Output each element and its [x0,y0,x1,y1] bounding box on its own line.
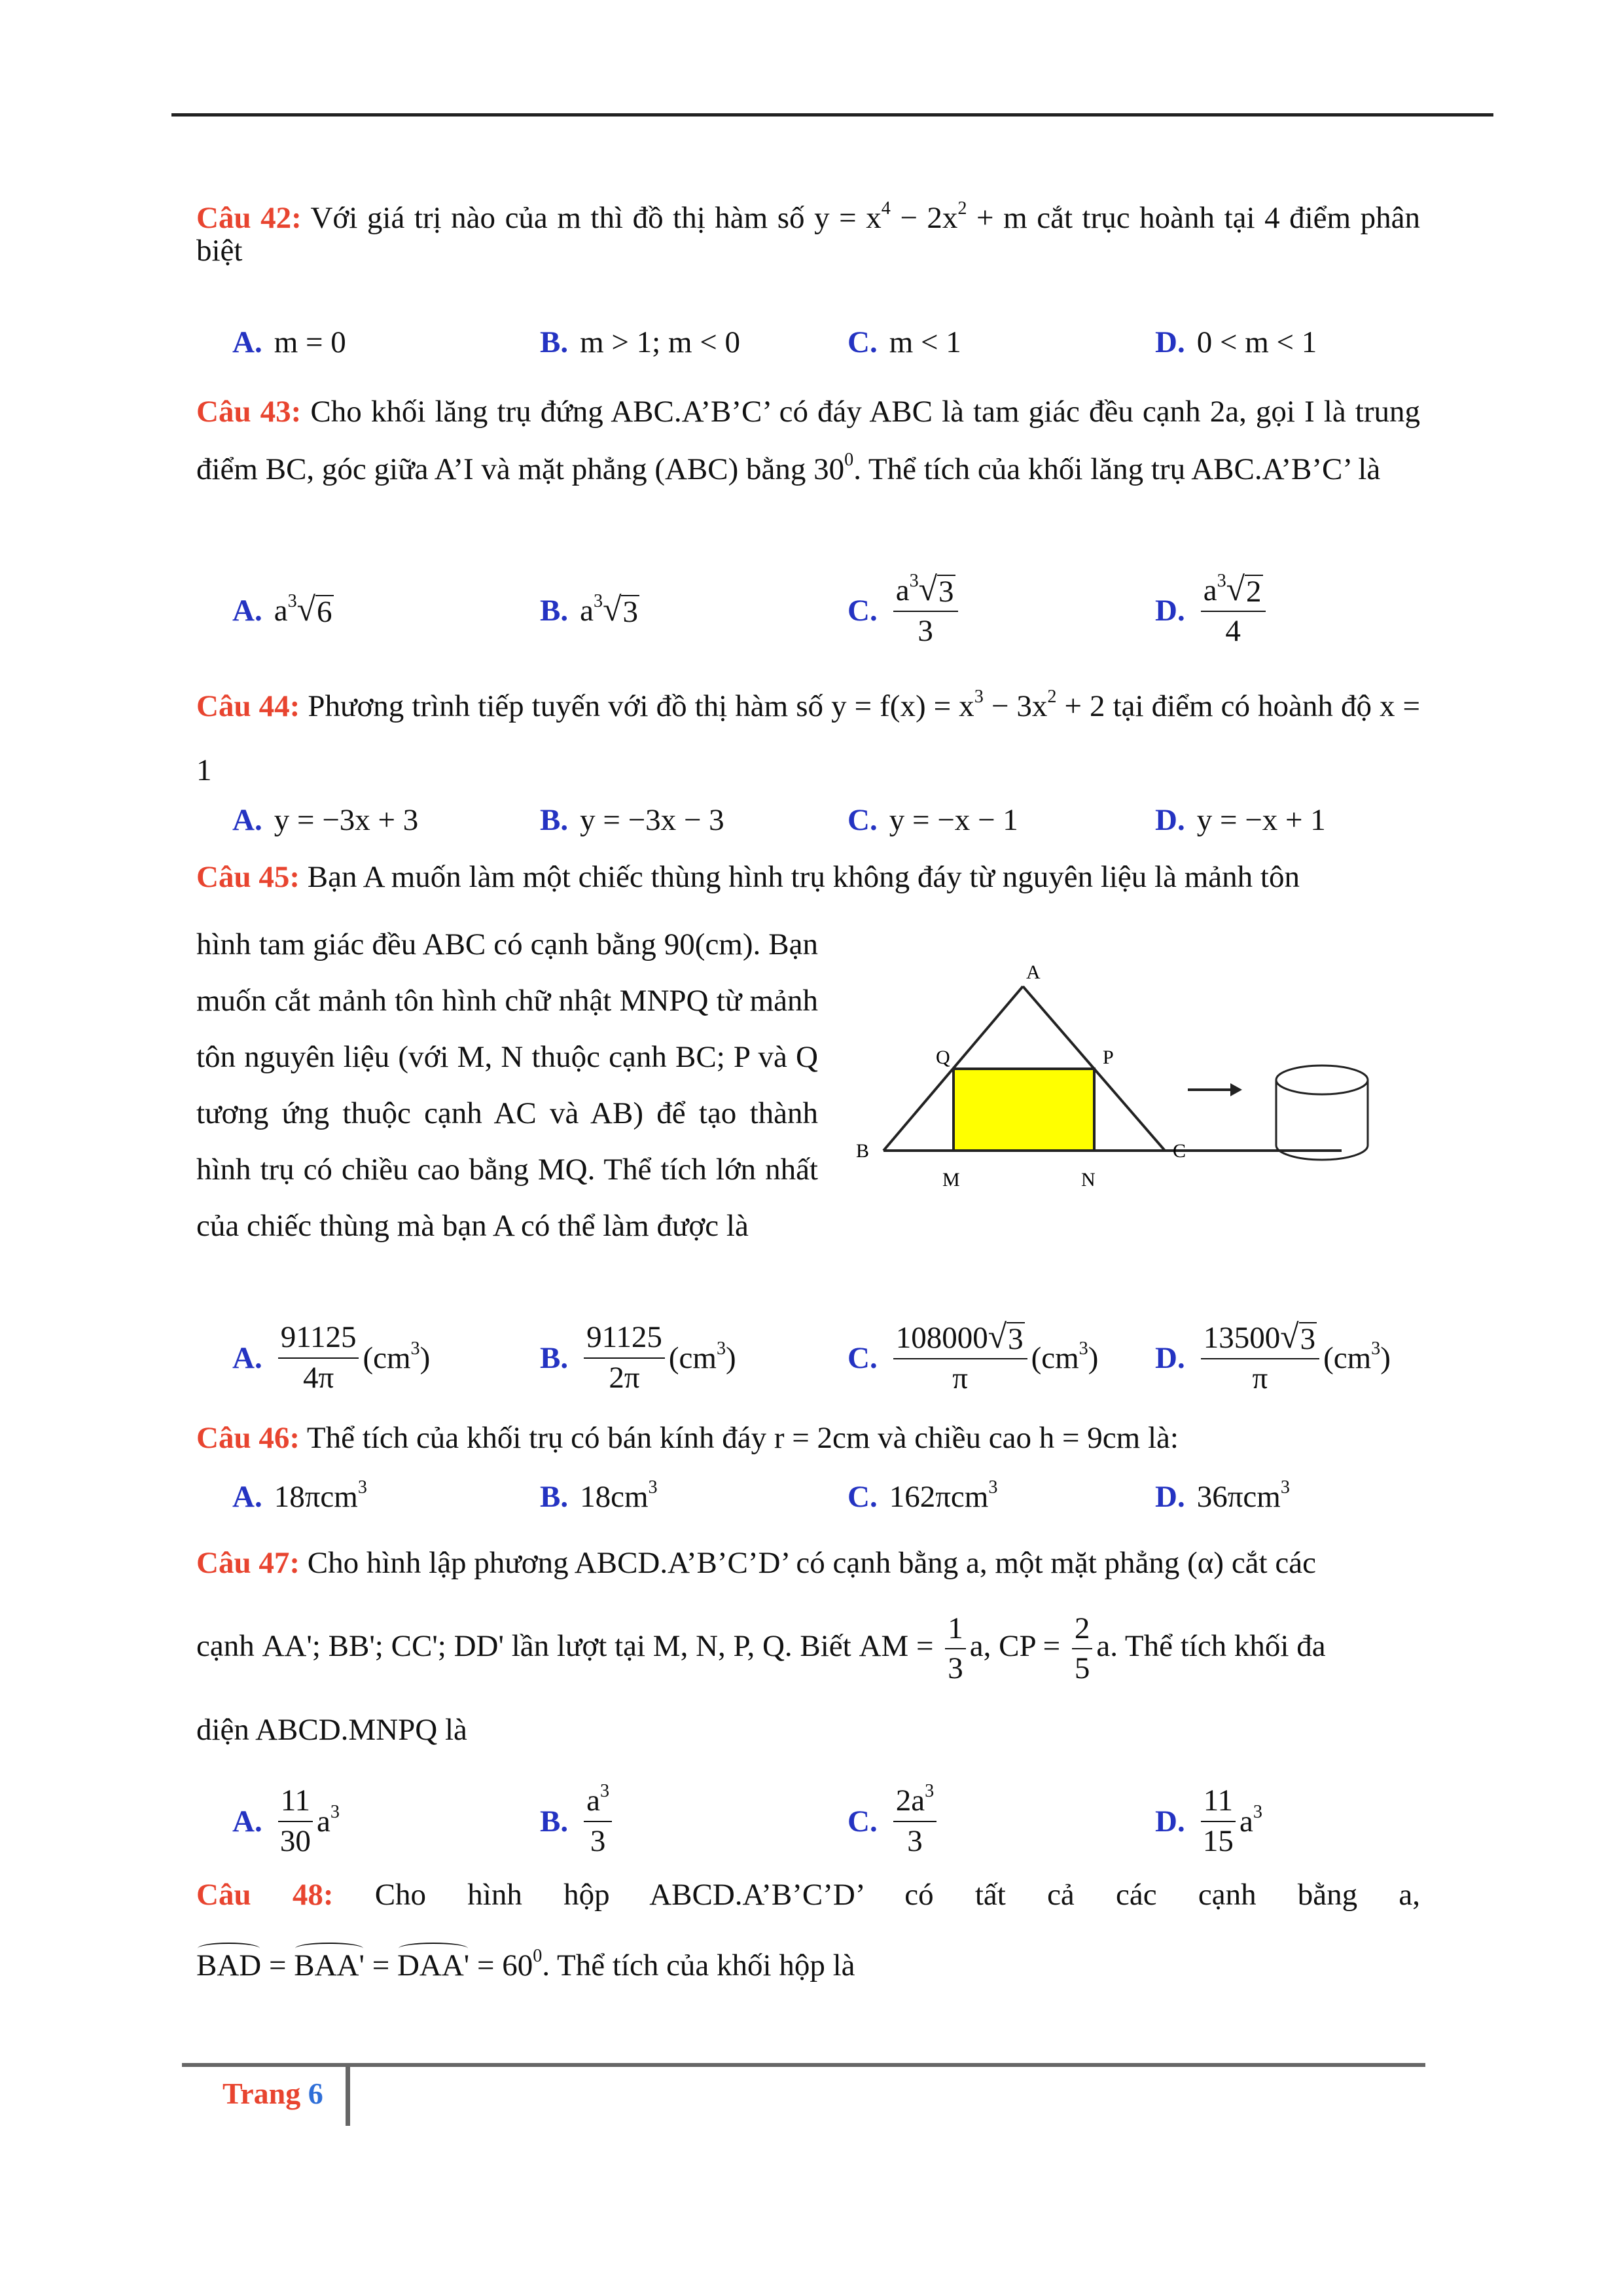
option-c[interactable]: C. m < 1 [847,325,961,359]
footer-label: Trang [223,2077,301,2110]
question-text: cắt các [1231,1546,1316,1580]
options-47 [232,1779,1430,1864]
footer-rule [182,2063,1425,2067]
question-48-line2 [196,1944,1420,1982]
math-edges: AA'; BB'; CC'; DD' [262,1629,504,1663]
rectangle-mnpq [954,1069,1094,1151]
option-c[interactable]: C. 162πcm$^3$ [847,1477,998,1514]
question-text: lần lượt tại M, N, P, Q. Biết [511,1629,851,1663]
question-43 [196,383,1420,498]
question-45-body [196,916,818,1254]
page-footer [223,2076,323,2111]
options-44 [232,784,1430,856]
math-alpha: (α) [1187,1546,1224,1580]
question-42 [196,198,1421,268]
question-45 [196,861,1420,893]
options-42 [232,306,1430,378]
option-d[interactable]: D. 0 < m < 1 [1155,325,1317,359]
option-a[interactable]: A. $a^3$ √ 6 [232,590,332,629]
question-text: cắt trục hoành tại 4 điểm phân biệt [196,201,1421,268]
question-text: diện ABCD.MNPQ là [196,1713,467,1747]
question-text: cạnh [196,1629,255,1663]
options-45 [232,1316,1430,1401]
options-46 [232,1464,1430,1530]
question-text: Bạn A muốn làm một chiếc thùng hình trụ không đáy từ nguyên liệu là mảnh tôn [307,860,1300,894]
option-c[interactable]: C. 108000 √ 3 π $(cm^3)$ [847,1318,1099,1396]
question-label: Câu 46: [196,1421,300,1455]
option-a[interactable]: A. 18πcm$^3$ [232,1477,367,1514]
label-p: P [1103,1047,1114,1068]
top-rule [171,113,1493,117]
math-function: $y = f(x) = x^3 - 3x^2 + 2$ [831,686,1105,723]
question-text: tại điểm có hoành độ [1113,689,1372,723]
question-text: hình tam giác đều ABC có cạnh bằng 90(cm). Bạn muốn cắt mảnh tôn hình chữ nhật MNPQ từ mảnh tôn nguyên liệu (với M, N thuộc cạnh BC; P và Q tương ứng thuộc cạnh AC và AB) để tạo thành hình trụ có chiều cao bằng MQ. Thể tích lớn nhất của chiếc thùng mà bạn A có thể làm được là [196,927,818,1243]
cylinder-icon [1276,1066,1368,1160]
question-47-line2 [196,1610,1420,1686]
math-x: x = 1 [196,689,1421,787]
options-43 [232,568,1430,653]
question-text: . Thể tích của khối hộp là [542,1948,855,1982]
option-c[interactable]: C. y = −x − 1 [847,803,1018,837]
option-a[interactable]: A. y = −3x + 3 [232,803,419,837]
option-c[interactable]: C. $\frac{2a^3}{3}$ [847,1779,940,1864]
footer-divider [346,2067,350,2126]
question-text: và chiều cao [878,1421,1032,1455]
option-b[interactable]: B. $18cm^3$ [540,1477,658,1514]
option-d[interactable]: D. 13500 √ 3 π $(cm^3)$ [1155,1318,1391,1396]
option-b[interactable]: B. $\frac{91125}{2\pi}$ $(cm^3)$ [540,1320,736,1395]
question-text: Cho hình hộp ABCD.A’B’C’D’ có tất cả các cạnh bằng a, [374,1878,1421,1912]
question-text: . Thể tích khối đa [1110,1629,1326,1663]
question-text: Cho hình lập phương ABCD.A’B’C’D’ có cạnh bằng a, một mặt phẳng [307,1546,1180,1580]
option-b[interactable]: B. y = −3x − 3 [540,803,724,837]
option-d[interactable]: D. y = −x + 1 [1155,803,1326,837]
question-label: Câu 42: [196,201,302,235]
question-47-line3 [196,1713,1420,1746]
option-a[interactable]: A. $\frac{91125}{4\pi}$ $(cm^3)$ [232,1320,431,1395]
question-label: Câu 47: [196,1546,300,1580]
option-b[interactable]: B. $\frac{a^3}{3}$ [540,1779,616,1864]
option-c[interactable]: C. $a^3$ √ 3 3 [847,568,962,653]
question-44 [196,674,1420,802]
math-angles: BAD = $BAA' = DAA' = 60^0$ [196,1948,542,1982]
math-radius: r = 2cm [774,1421,870,1455]
question-text: . Thể tích của khối lăng trụ ABC.A’B’C’ là [853,452,1381,486]
triangle-cylinder-figure [851,949,1440,1250]
option-d[interactable]: D. $\frac{11}{15}$ $a^3$ [1155,1784,1262,1858]
math-height: h = 9cm [1039,1421,1141,1455]
question-46 [196,1422,1420,1454]
question-label: Câu 48: [196,1878,334,1912]
label-c: C [1173,1140,1186,1162]
arrow-icon [1188,1083,1242,1096]
question-text: Cho khối lăng trụ đứng ABC.A’B’C’ có đáy ABC là tam giác đều cạnh 2a, gọi I là trung điểm BC, góc giữa A’I và mặt phẳng (ABC) bằng [196,395,1421,486]
question-label: Câu 45: [196,860,300,894]
math-angle: $30^0$ [813,449,854,486]
option-a[interactable]: A. m = 0 [232,325,346,359]
option-d[interactable]: D. 36πcm$^3$ [1155,1477,1290,1514]
question-text: Thể tích của khối trụ có bán kính đáy [306,1421,767,1455]
option-a[interactable]: A. $\frac{11}{30}$ $a^3$ [232,1784,340,1858]
math-function: $y = x^4 - 2x^2 + m$ [814,198,1027,235]
option-d[interactable]: D. $a^3$ √ 2 4 [1155,568,1270,653]
question-48 [196,1878,1420,1911]
page-number: 6 [308,2077,323,2110]
question-text: là: [1147,1421,1179,1455]
label-b: B [856,1140,870,1162]
question-text: Với giá trị nào của m thì đồ thị hàm số [310,201,805,235]
option-b[interactable]: B. $a^3$ √ 3 [540,590,638,629]
question-text: Phương trình tiếp tuyến với đồ thị hàm số [308,689,824,723]
label-m: M [942,1169,960,1191]
question-label: Câu 43: [196,395,302,429]
question-47 [196,1547,1420,1579]
label-q: Q [936,1047,950,1068]
label-a: A [1026,961,1041,983]
option-b[interactable]: B. m > 1; m < 0 [540,325,741,359]
math-am-cp: AM = $\frac{1}{3}$ a, CP = $\frac{2}{5}$ a [859,1611,1111,1686]
label-n: N [1081,1169,1096,1191]
question-label: Câu 44: [196,689,300,723]
